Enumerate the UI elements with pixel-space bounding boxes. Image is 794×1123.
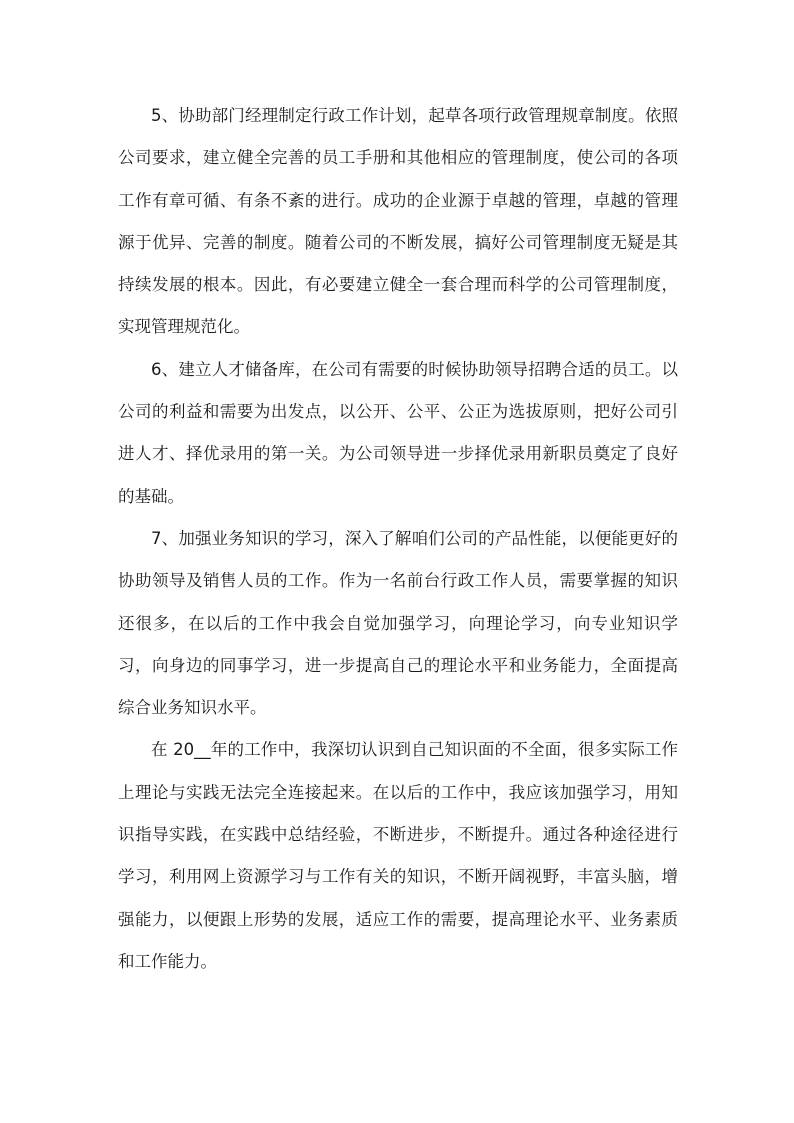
paragraph-summary: 在 20__年的工作中，我深切认识到自己知识面的不全面，很多实际工作上理论与实践无法完全连接起来。在以后的工作中，我应该加强学习，用知识指导实践，在实践中总结经验，不断进步，不断提升。通过各种途径进行学习，利用网上资源学习与工作有关的知识，不断开阔视野，丰富头脑，增强能力，以便跟上形势的发展，适应工作的需要，提高理论水平、业务素质和工作能力。: [118, 740, 678, 971]
paragraph-item-6: 6、建立人才储备库，在公司有需要的时候协助领导招聘合适的员工。以公司的利益和需要为出发点，以公开、公平、公正为选拔原则，把好公司引进人才、择优录用的第一关。为公司领导进一步择优录用新职员奠定了良好的基础。: [118, 359, 678, 506]
paragraph-item-5: 5、协助部门经理制定行政工作计划，起草各项行政管理规章制度。依照公司要求，建立健全完善的员工手册和其他相应的管理制度，使公司的各项工作有章可循、有条不紊的进行。成功的企业源于卓越的管理，卓越的管理源于优异、完善的制度。随着公司的不断发展，搞好公司管理制度无疑是其持续发展的根本。因此，有必要建立健全一套合理而科学的公司管理制度，实现管理规范化。: [118, 106, 678, 337]
document-body: [118, 95, 678, 983]
paragraph-item-7: 7、加强业务知识的学习，深入了解咱们公司的产品性能，以便能更好的协助领导及销售人员的工作。作为一名前台行政工作人员，需要掌握的知识还很多，在以后的工作中我会自觉加强学习，向理论学习，向专业知识学习，向身边的同事学习，进一步提高自己的理论水平和业务能力，全面提高综合业务知识水平。: [118, 528, 678, 718]
